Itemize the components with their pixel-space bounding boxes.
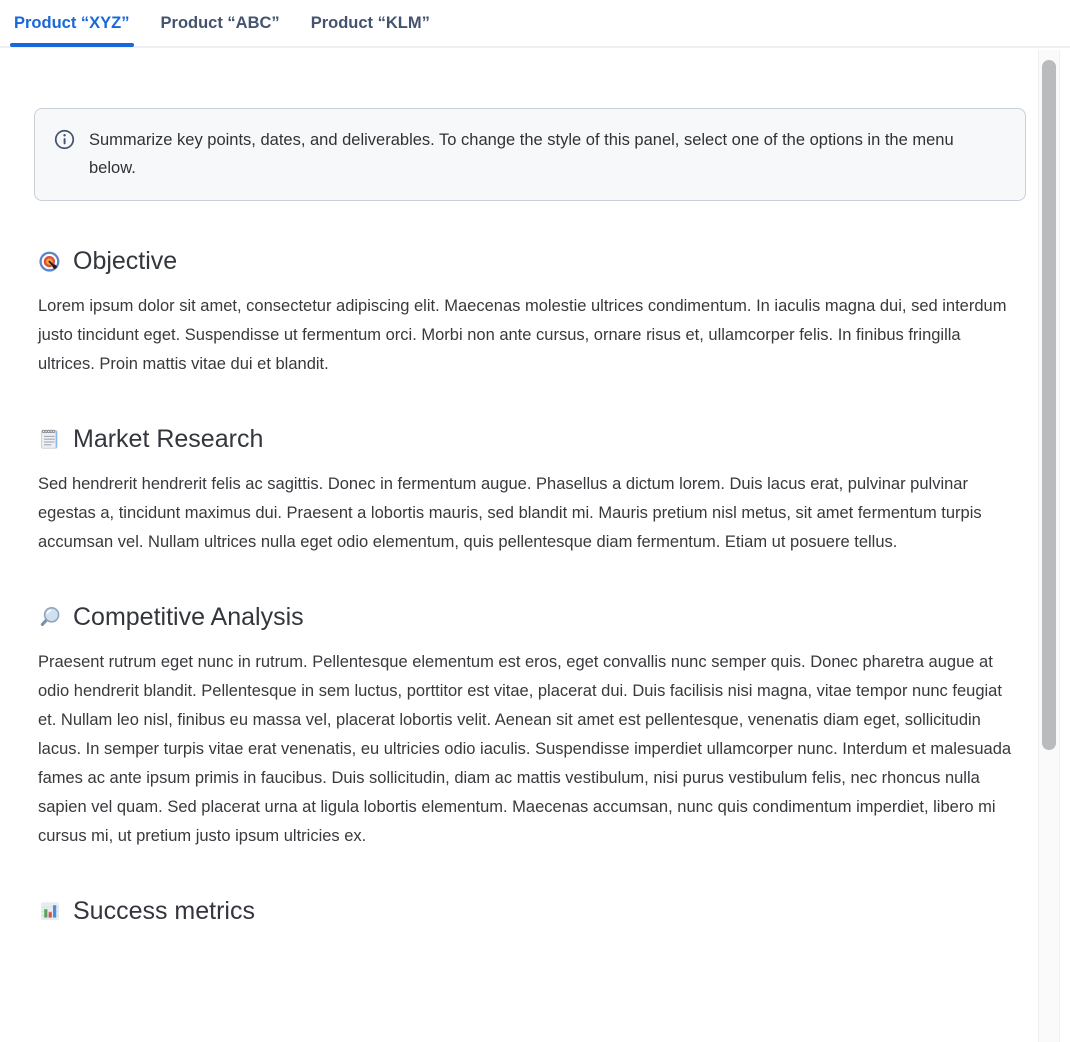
section-heading-competitive-analysis: [38, 602, 1020, 632]
section-body-objective: Lorem ipsum dolor sit amet, consectetur adipiscing elit. Maecenas molestie ultrices condimentum. In iaculis magna dui, sed interdum justo tincidunt eget. Suspendisse ut fermentum orci. Morbi non ante cursus, ornare risus et, ullamcorper felis. In finibus fringilla ultrices. Proin mattis vitae dui et blandit.: [38, 297, 1007, 373]
section-body-competitive-analysis: Praesent rutrum eget nunc in rutrum. Pellentesque elementum est eros, eget convallis nunc semper quis. Donec pharetra augue at odio hendrerit blandit. Pellentesque in sem luctus, porttitor est vitae, placerat dui. Duis facilisis nisi magna, vitae tempor nunc feugiat et. Nullam leo nisl, finibus eu massa vel, placerat lobortis velit. Aenean sit amet est pellentesque, venenatis diam eget, sollicitudin lacus. In semper turpis vitae erat venenatis, eu ultricies odio iaculis. Suspendisse imperdiet ullamcorper nunc. Interdum et malesuada fames ac ante ipsum primis in faucibus. Duis sollicitudin, diam ac mattis vestibulum, nisi purus vestibulum felis, nec rhoncus nulla sapien vel quam. Sed placerat urna at ligula lobortis elementum. Maecenas accumsan, nunc quis condimentum imperdiet, libero mi cursus mi, ut pretium justo ipsum ultricies ex.: [38, 653, 1012, 845]
notepad-emoji-icon: [38, 427, 62, 451]
section-heading-objective: [38, 246, 1020, 276]
vertical-scrollbar-thumb[interactable]: [1042, 60, 1056, 750]
section-title: Market Research: [73, 425, 264, 453]
bar-chart-emoji-icon: [38, 899, 62, 923]
section-title: Competitive Analysis: [73, 603, 304, 631]
tab-product-xyz[interactable]: Product “XYZ”: [13, 2, 131, 45]
tab-product-abc[interactable]: Product “ABC”: [160, 13, 280, 32]
section-body-market-research: Sed hendrerit hendrerit felis ac sagittis. Donec in fermentum augue. Phasellus a dictum lorem. Duis lacus erat, pulvinar pulvinar egestas a, tincidunt maximus dui. Praesent a lobortis mauris, sed blandit mi. Mauris pretium nisl metus, sit amet fermentum turpis accumsan vel. Nullam ultrices nulla eget odio elementum, quis pellentesque diam fermentum. Etiam ut posuere tellus.: [38, 475, 982, 551]
info-panel-text: Summarize key points, dates, and deliverables. To change the style of this panel, select one of the options in the menu below.: [89, 131, 954, 177]
magnifier-emoji-icon: [38, 605, 62, 629]
tab-product-klm[interactable]: Product “KLM”: [310, 13, 430, 32]
section-heading-success-metrics: [38, 896, 1020, 926]
target-emoji-icon: [38, 249, 62, 273]
tab-bar: [0, 0, 1070, 48]
section-heading-market-research: [38, 424, 1020, 454]
info-panel: [34, 108, 1026, 201]
section-title: Success metrics: [73, 897, 255, 925]
info-icon: [54, 129, 75, 155]
section-title: Objective: [73, 247, 178, 275]
page-content: [0, 50, 1070, 1042]
